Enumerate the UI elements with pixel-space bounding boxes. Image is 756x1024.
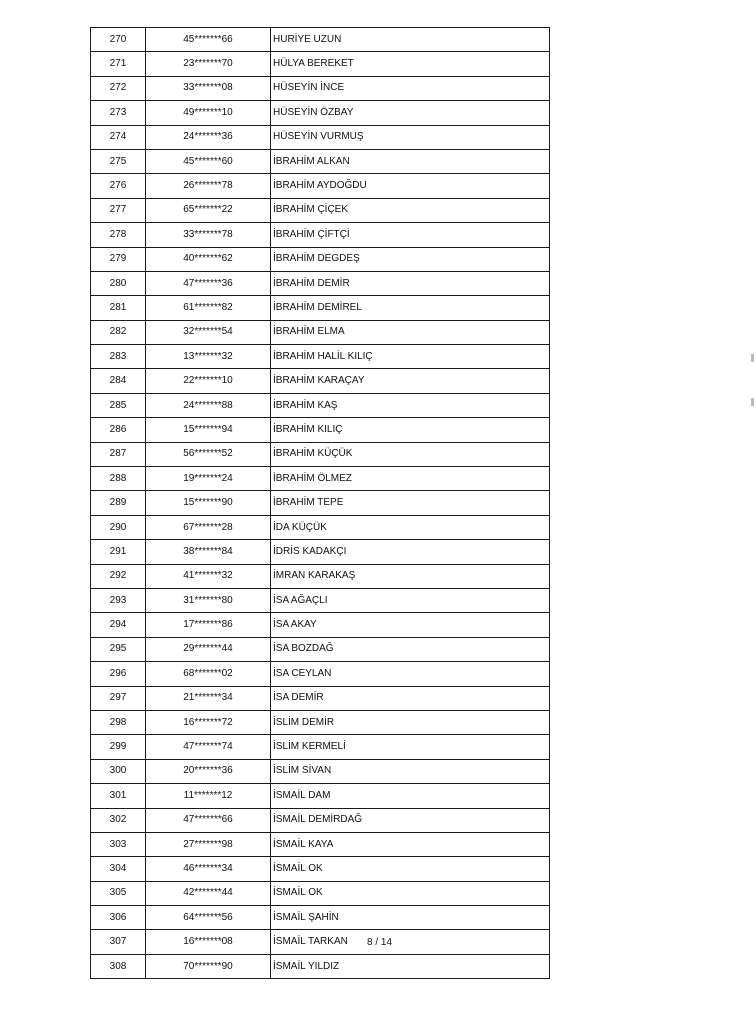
table-row xyxy=(91,369,550,393)
table-row xyxy=(91,954,550,978)
masked-id-cell: 65*******22 xyxy=(146,198,271,222)
full-name-cell: İBRAHİM ALKAN xyxy=(271,149,550,173)
row-number-cell: 305 xyxy=(91,881,146,905)
row-number-cell: 280 xyxy=(91,271,146,295)
row-number-cell: 271 xyxy=(91,52,146,76)
full-name-cell: İBRAHİM ÇİFTÇİ xyxy=(271,223,550,247)
full-name-cell: İSMAİL OK xyxy=(271,881,550,905)
row-number-cell: 279 xyxy=(91,247,146,271)
masked-id-cell: 70*******90 xyxy=(146,954,271,978)
edge-mark xyxy=(751,354,754,362)
row-number-cell: 303 xyxy=(91,832,146,856)
masked-id-cell: 13*******32 xyxy=(146,345,271,369)
full-name-cell: İBRAHİM TEPE xyxy=(271,491,550,515)
table-row xyxy=(91,735,550,759)
table-row xyxy=(91,125,550,149)
masked-id-cell: 15*******90 xyxy=(146,491,271,515)
row-number-cell: 304 xyxy=(91,857,146,881)
full-name-cell: İBRAHİM AYDOĞDU xyxy=(271,174,550,198)
table-row xyxy=(91,442,550,466)
masked-id-cell: 68*******02 xyxy=(146,662,271,686)
full-name-cell: İBRAHİM ELMA xyxy=(271,320,550,344)
row-number-cell: 282 xyxy=(91,320,146,344)
masked-id-cell: 31*******80 xyxy=(146,588,271,612)
table-row xyxy=(91,271,550,295)
table-row xyxy=(91,759,550,783)
row-number-cell: 278 xyxy=(91,223,146,247)
full-name-cell: HÜSEYİN VURMUŞ xyxy=(271,125,550,149)
masked-id-cell: 21*******34 xyxy=(146,686,271,710)
full-name-cell: HÜSEYİN İNCE xyxy=(271,76,550,100)
full-name-cell: İSLİM KERMELİ xyxy=(271,735,550,759)
table-row xyxy=(91,881,550,905)
full-name-cell: İSMAİL DAM xyxy=(271,784,550,808)
masked-id-cell: 40*******62 xyxy=(146,247,271,271)
table-row xyxy=(91,808,550,832)
table-row xyxy=(91,149,550,173)
row-number-cell: 277 xyxy=(91,198,146,222)
full-name-cell: İBRAHİM KAŞ xyxy=(271,393,550,417)
full-name-cell: İBRAHİM DEMİR xyxy=(271,271,550,295)
table-row xyxy=(91,418,550,442)
table-row xyxy=(91,296,550,320)
full-name-cell: İBRAHİM ÇİÇEK xyxy=(271,198,550,222)
table-row xyxy=(91,637,550,661)
full-name-cell: İBRAHİM DEGDEŞ xyxy=(271,247,550,271)
masked-id-cell: 61*******82 xyxy=(146,296,271,320)
table-row xyxy=(91,588,550,612)
full-name-cell: İBRAHİM KILIÇ xyxy=(271,418,550,442)
table-row xyxy=(91,76,550,100)
row-number-cell: 273 xyxy=(91,101,146,125)
masked-id-cell: 15*******94 xyxy=(146,418,271,442)
table-row xyxy=(91,832,550,856)
full-name-cell: İDRİS KADAKÇI xyxy=(271,540,550,564)
masked-id-cell: 23*******70 xyxy=(146,52,271,76)
masked-id-cell: 24*******88 xyxy=(146,393,271,417)
row-number-cell: 295 xyxy=(91,637,146,661)
table-row xyxy=(91,247,550,271)
row-number-cell: 285 xyxy=(91,393,146,417)
row-number-cell: 294 xyxy=(91,613,146,637)
masked-id-cell: 29*******44 xyxy=(146,637,271,661)
full-name-cell: İSMAİL DEMİRDAĞ xyxy=(271,808,550,832)
full-name-cell: İBRAHİM KÜÇÜK xyxy=(271,442,550,466)
row-number-cell: 300 xyxy=(91,759,146,783)
table-row xyxy=(91,564,550,588)
full-name-cell: İSMAİL TARKAN xyxy=(271,930,550,954)
row-number-cell: 276 xyxy=(91,174,146,198)
masked-id-cell: 56*******52 xyxy=(146,442,271,466)
table-row xyxy=(91,198,550,222)
full-name-cell: İSA CEYLAN xyxy=(271,662,550,686)
full-name-cell: İBRAHİM HALİL KILIÇ xyxy=(271,345,550,369)
table-row xyxy=(91,613,550,637)
row-number-cell: 299 xyxy=(91,735,146,759)
table-row xyxy=(91,710,550,734)
table-row xyxy=(91,101,550,125)
masked-id-cell: 47*******36 xyxy=(146,271,271,295)
masked-id-cell: 45*******60 xyxy=(146,149,271,173)
full-name-cell: İSLİM DEMİR xyxy=(271,710,550,734)
full-name-cell: İSA DEMİR xyxy=(271,686,550,710)
full-name-cell: HURİYE UZUN xyxy=(271,28,550,52)
table-row xyxy=(91,28,550,52)
row-number-cell: 270 xyxy=(91,28,146,52)
row-number-cell: 296 xyxy=(91,662,146,686)
masked-id-cell: 26*******78 xyxy=(146,174,271,198)
full-name-cell: İSMAİL YILDIZ xyxy=(271,954,550,978)
row-number-cell: 302 xyxy=(91,808,146,832)
full-name-cell: İSMAİL KAYA xyxy=(271,832,550,856)
full-name-cell: İSA AKAY xyxy=(271,613,550,637)
row-number-cell: 281 xyxy=(91,296,146,320)
masked-id-cell: 24*******36 xyxy=(146,125,271,149)
row-number-cell: 284 xyxy=(91,369,146,393)
table-row xyxy=(91,174,550,198)
row-number-cell: 307 xyxy=(91,930,146,954)
masked-id-cell: 33*******08 xyxy=(146,76,271,100)
table-row xyxy=(91,320,550,344)
row-number-cell: 288 xyxy=(91,467,146,491)
table-row xyxy=(91,784,550,808)
table-row xyxy=(91,345,550,369)
full-name-cell: İBRAHİM DEMİREL xyxy=(271,296,550,320)
row-number-cell: 301 xyxy=(91,784,146,808)
table-body xyxy=(91,28,550,979)
masked-id-cell: 42*******44 xyxy=(146,881,271,905)
table-row xyxy=(91,857,550,881)
full-name-cell: İSA AĞAÇLI xyxy=(271,588,550,612)
masked-id-cell: 11*******12 xyxy=(146,784,271,808)
page-number: 8 / 14 xyxy=(367,937,393,948)
row-number-cell: 292 xyxy=(91,564,146,588)
masked-id-cell: 38*******84 xyxy=(146,540,271,564)
table-row xyxy=(91,491,550,515)
masked-id-cell: 32*******54 xyxy=(146,320,271,344)
full-name-cell: İSLİM SİVAN xyxy=(271,759,550,783)
table-row xyxy=(91,52,550,76)
masked-id-cell: 17*******86 xyxy=(146,613,271,637)
table-row xyxy=(91,906,550,930)
edge-mark xyxy=(751,398,754,406)
row-number-cell: 290 xyxy=(91,515,146,539)
masked-id-cell: 19*******24 xyxy=(146,467,271,491)
masked-id-cell: 64*******56 xyxy=(146,906,271,930)
table-row xyxy=(91,662,550,686)
row-number-cell: 272 xyxy=(91,76,146,100)
row-number-cell: 306 xyxy=(91,906,146,930)
row-number-cell: 275 xyxy=(91,149,146,173)
masked-id-cell: 27*******98 xyxy=(146,832,271,856)
table-row xyxy=(91,515,550,539)
full-name-cell: İBRAHİM KARAÇAY xyxy=(271,369,550,393)
row-number-cell: 287 xyxy=(91,442,146,466)
row-number-cell: 293 xyxy=(91,588,146,612)
table-row xyxy=(91,393,550,417)
table-row xyxy=(91,467,550,491)
masked-id-cell: 33*******78 xyxy=(146,223,271,247)
row-number-cell: 297 xyxy=(91,686,146,710)
row-number-cell: 308 xyxy=(91,954,146,978)
table-row xyxy=(91,223,550,247)
row-number-cell: 286 xyxy=(91,418,146,442)
full-name-cell: HÜLYA BEREKET xyxy=(271,52,550,76)
masked-id-cell: 16*******72 xyxy=(146,710,271,734)
full-name-cell: İMRAN KARAKAŞ xyxy=(271,564,550,588)
table-row xyxy=(91,930,550,954)
masked-id-cell: 20*******36 xyxy=(146,759,271,783)
full-name-cell: İSMAİL ŞAHİN xyxy=(271,906,550,930)
masked-id-cell: 46*******34 xyxy=(146,857,271,881)
full-name-cell: İBRAHİM ÖLMEZ xyxy=(271,467,550,491)
row-number-cell: 291 xyxy=(91,540,146,564)
row-number-cell: 283 xyxy=(91,345,146,369)
participant-table xyxy=(90,27,550,979)
full-name-cell: İSMAİL OK xyxy=(271,857,550,881)
row-number-cell: 298 xyxy=(91,710,146,734)
full-name-cell: İDA KÜÇÜK xyxy=(271,515,550,539)
masked-id-cell: 45*******66 xyxy=(146,28,271,52)
table-row xyxy=(91,540,550,564)
table-row xyxy=(91,686,550,710)
row-number-cell: 289 xyxy=(91,491,146,515)
masked-id-cell: 67*******28 xyxy=(146,515,271,539)
masked-id-cell: 22*******10 xyxy=(146,369,271,393)
full-name-cell: İSA BOZDAĞ xyxy=(271,637,550,661)
full-name-cell: HÜSEYİN ÖZBAY xyxy=(271,101,550,125)
masked-id-cell: 16*******08 xyxy=(146,930,271,954)
masked-id-cell: 47*******74 xyxy=(146,735,271,759)
masked-id-cell: 49*******10 xyxy=(146,101,271,125)
masked-id-cell: 41*******32 xyxy=(146,564,271,588)
masked-id-cell: 47*******66 xyxy=(146,808,271,832)
row-number-cell: 274 xyxy=(91,125,146,149)
